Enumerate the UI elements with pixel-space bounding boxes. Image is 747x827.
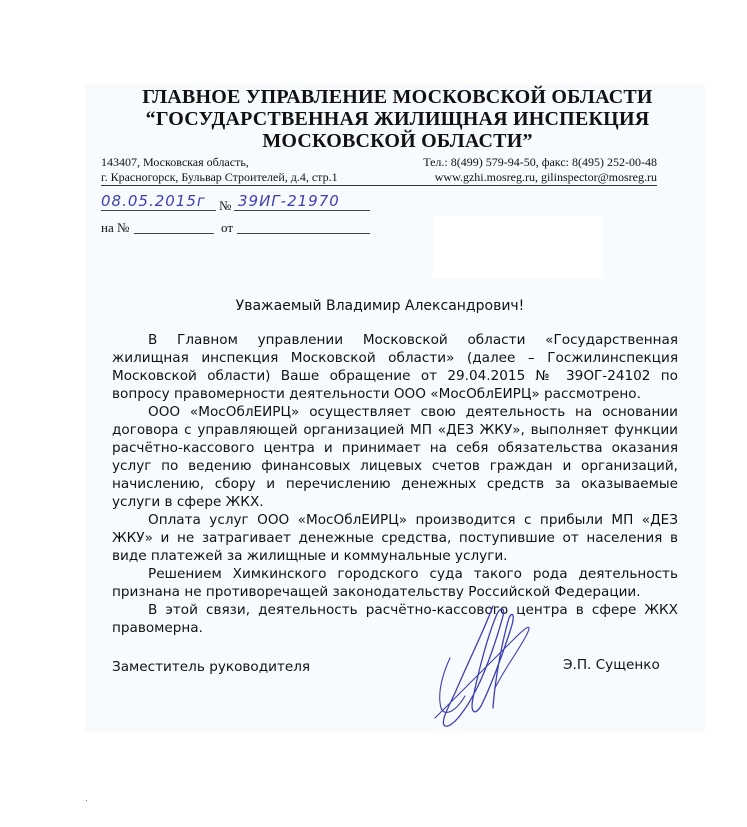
- body-paragraph-5: В этой связи, деятельность расчётно-кассового центра в сфере ЖКХ правомерна.: [112, 602, 678, 636]
- letterhead-line-3: МОСКОВСКОЙ ОБЛАСТИ”: [262, 130, 533, 152]
- signatory-title: Заместитель руководителя: [112, 659, 311, 675]
- body-paragraph-2: ООО «МосОблЕИРЦ» осуществляет свою деятельность на основании договора с управляющей организацией МП «ДЕЗ ЖКУ», выполняет функции расчётно-кассового центра и принимает на себя обязательства оказания услуг по ведению финансовых лицевых счетов граждан и организаций, начислению, сбору и перечислению денежных средств за оказываемые услуги в сфере ЖКХ.: [112, 404, 678, 510]
- postal-address: [101, 155, 338, 185]
- letterhead-line-1: ГЛАВНОЕ УПРАВЛЕНИЕ МОСКОВСКОЙ ОБЛАСТИ: [142, 86, 653, 108]
- letter-body: [112, 331, 678, 637]
- body-paragraph-1: В Главном управлении Московской области «Государственная жилищная инспекция Московской области» (далее – Госжилинспекция Московской области) Ваше обращение от 29.04.2015 № 39ОГ-24102 по вопросу правомерности деятельности ООО «МосОблЕИРЦ» рассмотрено.: [112, 332, 678, 402]
- reference-date-underline: [237, 233, 370, 234]
- body-paragraph-3: Оплата услуг ООО «МосОблЕИРЦ» производится с прибыли МП «ДЕЗ ЖКУ» и не затрагивает денежные средства, поступившие от населения в виде платежей за жилищные и коммунальные услуги.: [112, 512, 678, 564]
- reference-number-label: на №: [101, 220, 130, 235]
- contact-phone-fax: Тел.: 8(499) 579-94-50, факс: 8(495) 252-00-48: [423, 155, 657, 169]
- date-underline: [101, 210, 216, 211]
- outgoing-number-label: №: [219, 198, 232, 213]
- contact-info: [410, 155, 657, 185]
- postal-address-line-1: 143407, Московская область,: [101, 155, 249, 169]
- postal-address-line-2: г. Красногорск, Бульвар Строителей, д.4, стр.1: [101, 170, 338, 184]
- letterhead: [90, 86, 705, 152]
- redacted-addressee-block: [433, 216, 603, 278]
- salutation: Уважаемый Владимир Александрович!: [235, 298, 525, 314]
- header-divider: [101, 185, 657, 186]
- handwritten-date: 08.05.2015г: [101, 192, 206, 210]
- handwritten-number: 39ИГ-21970: [238, 192, 340, 210]
- handwritten-signature: [415, 598, 545, 733]
- contact-web-email: www.gzhi.mosreg.ru, gilinspector@mosreg.ru: [434, 170, 657, 184]
- signatory-name: Э.П. Сущенко: [563, 657, 660, 673]
- reference-number-underline: [134, 233, 214, 234]
- number-underline: [234, 210, 370, 211]
- letterhead-line-2: “ГОСУДАРСТВЕННАЯ ЖИЛИЩНАЯ ИНСПЕКЦИЯ: [145, 108, 650, 130]
- reference-date-label: от: [221, 220, 234, 235]
- body-paragraph-4: Решением Химкинского городского суда такого рода деятельность признана не противоречащей законодательству Российской Федерации.: [112, 566, 678, 600]
- scan-speck: [86, 800, 87, 801]
